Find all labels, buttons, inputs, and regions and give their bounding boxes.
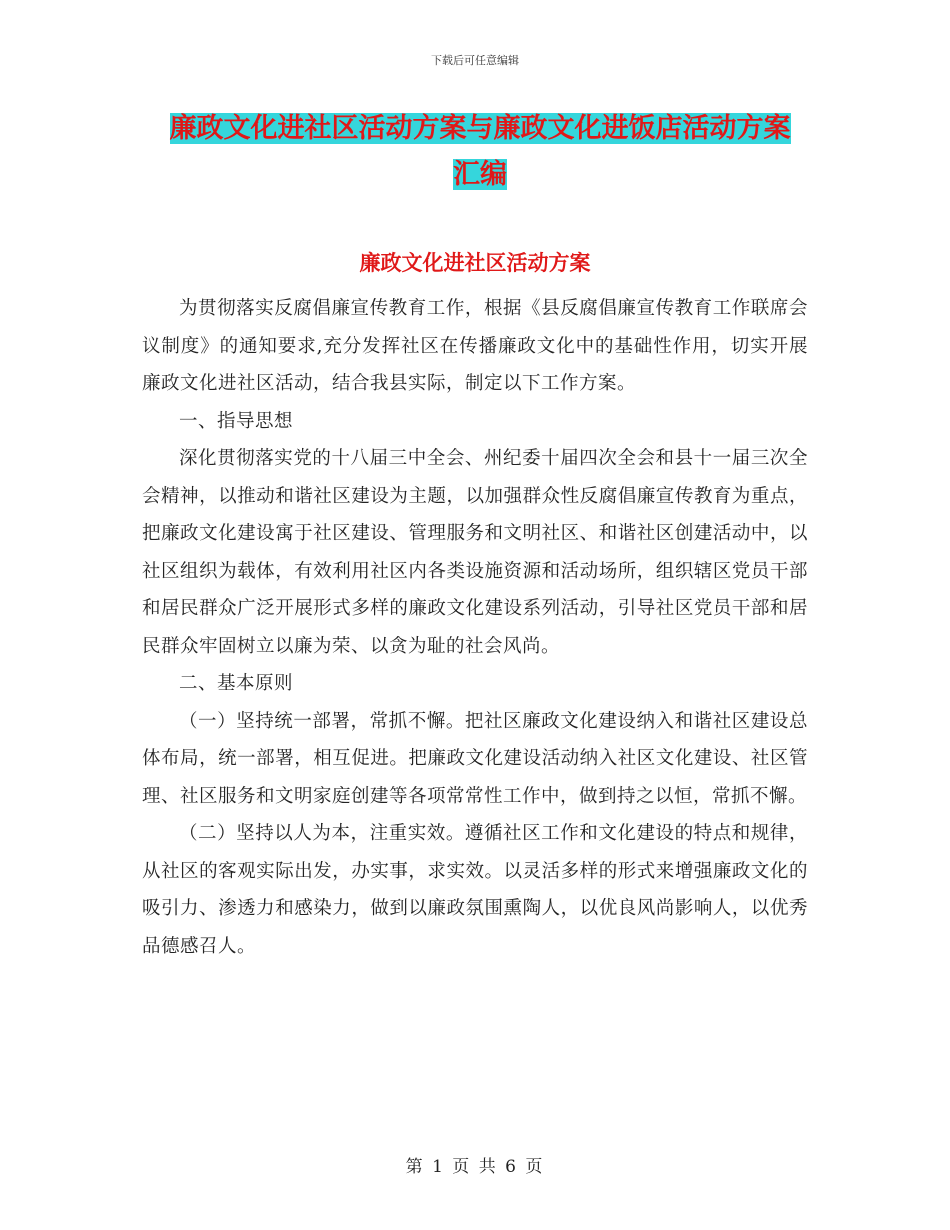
header-note: 下载后可任意编辑 [431,54,519,67]
document-title-line1: 廉政文化进社区活动方案与廉政文化进饭店活动方案 [169,113,791,144]
paragraph-principle-1: （一）坚持统一部署，常抓不懈。把社区廉政文化建设纳入和谐社区建设总体布局，统一部署，相互促进。把廉政文化建设活动纳入社区文化建设、社区管理、社区服务和文明家庭创建等各项常常性工作中，做到持之以恒，常抓不懈。 [142,710,808,807]
document-title-line2: 汇编 [453,159,507,190]
document-body [142,290,808,965]
paragraph-intro: 为贯彻落实反腐倡廉宣传教育工作，根据《县反腐倡廉宣传教育工作联席会议制度》的通知要求,充分发挥社区在传播廉政文化中的基础性作用，切实开展廉政文化进社区活动，结合我县实际，制定以下工作方案。 [142,298,808,394]
heading-basic-principles: 二、基本原则 [179,673,294,694]
document-title [140,106,820,198]
section-title: 廉政文化进社区活动方案 [359,251,591,275]
paragraph-principle-2: （二）坚持以人为本，注重实效。遵循社区工作和文化建设的特点和规律，从社区的客观实际出发，办实事，求实效。以灵活多样的形式来增强廉政文化的吸引力、渗透力和感染力，做到以廉政氛围熏陶人，以优良风尚影响人，以优秀品德感召人。 [142,823,808,957]
paragraph-guiding-ideology: 深化贯彻落实党的十八届三中全会、州纪委十届四次全会和县十一届三次全会精神，以推动和谐社区建设为主题，以加强群众性反腐倡廉宣传教育为重点，把廉政文化建设寓于社区建设、管理服务和文明社区、和谐社区创建活动中，以社区组织为载体，有效利用社区内各类设施资源和活动场所，组织辖区党员干部和居民群众广泛开展形式多样的廉政文化建设系列活动，引导社区党员干部和居民群众牢固树立以廉为荣、以贪为耻的社会风尚。 [142,448,808,657]
page-footer: 第 1 页 共 6 页 [405,1157,545,1177]
heading-guiding-ideology: 一、指导思想 [179,410,294,432]
